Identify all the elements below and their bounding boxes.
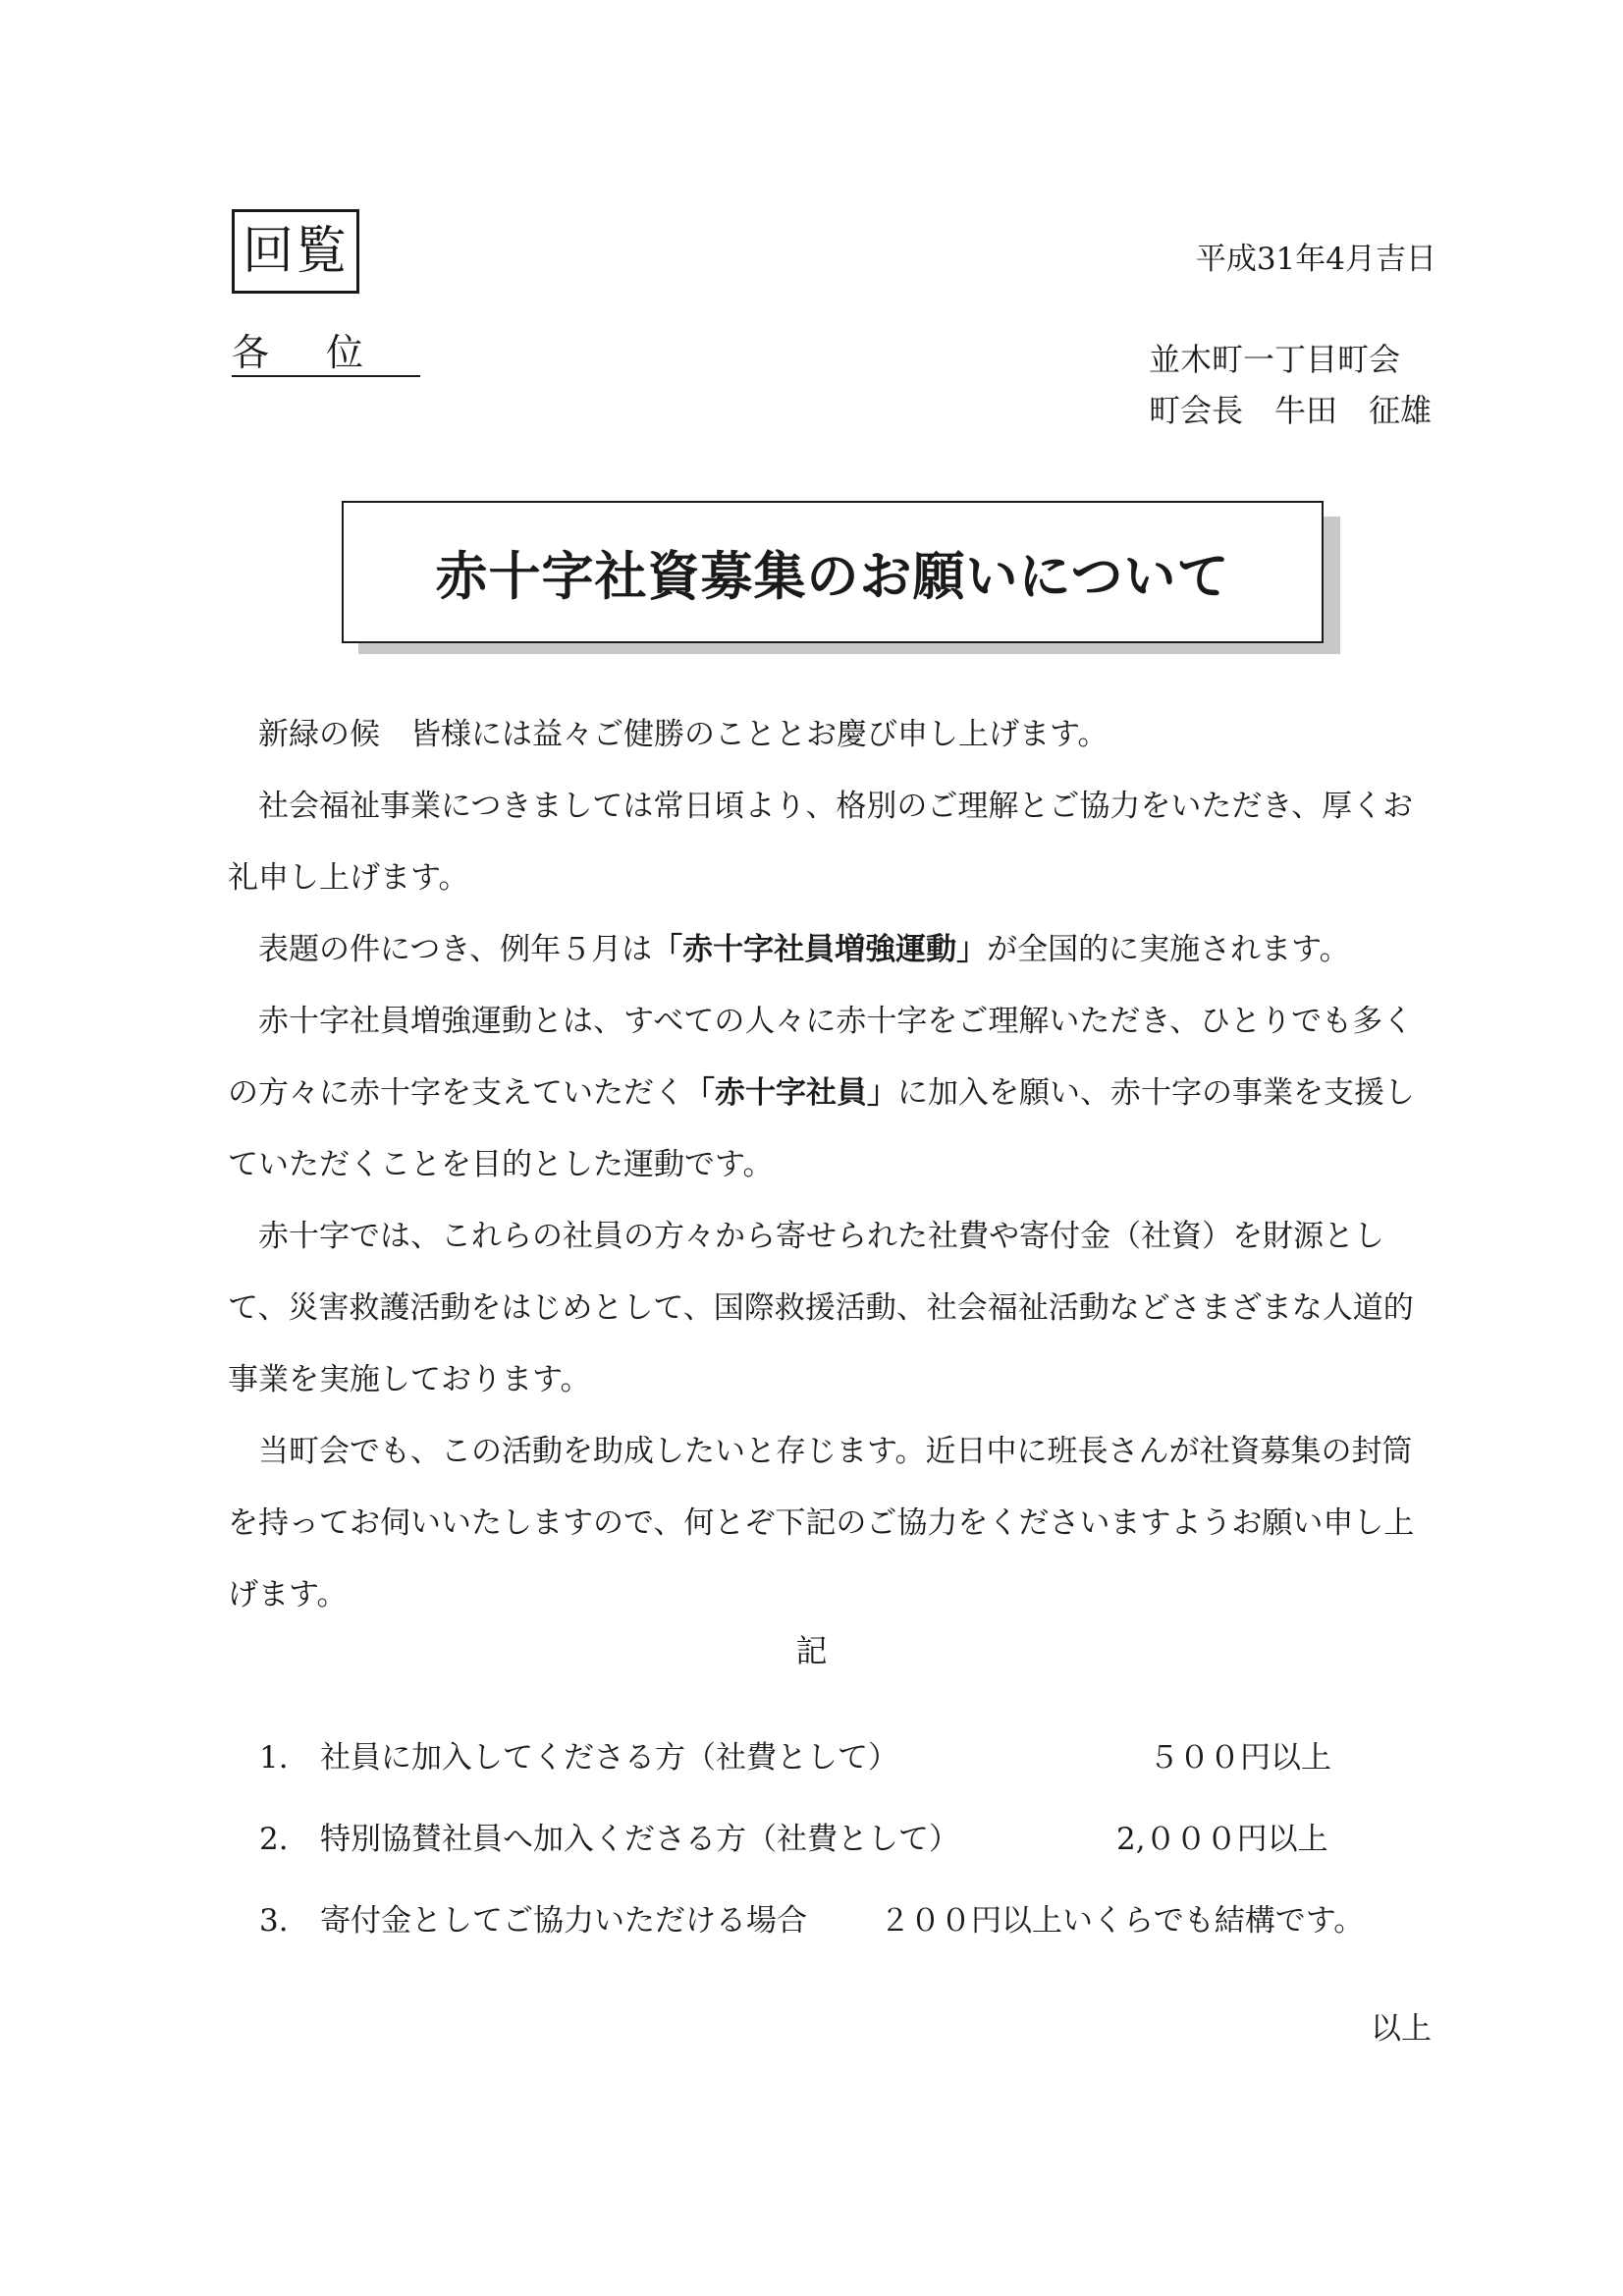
item-label: 寄付金としてご協力いただける場合 (320, 1903, 807, 1939)
page-title: 赤十字社資募集のお願いについて (435, 546, 1230, 607)
paragraph-campaign-purpose (228, 986, 1437, 1201)
item-amount: ５００円以上 (1149, 1740, 1331, 1776)
addressee: 各位 (232, 330, 420, 377)
list-item (259, 1810, 1437, 1891)
title-box (342, 501, 1324, 643)
paragraph-purpose-post: に加入を願い、赤十字の事業を支援していただくことを目的とした運動です。 (228, 1075, 1415, 1182)
closing-mark: 以上 (1371, 2011, 1432, 2047)
body-text (228, 699, 1437, 1631)
item-number: 3. (259, 1903, 289, 1939)
ki-heading: 記 (795, 1632, 828, 1669)
item-amount: 2,０００円以上 (1116, 1822, 1328, 1857)
paragraph-request: 当町会でも、この活動を助成したいと存じます。近日中に班長さんが社資募集の封筒を持ってお伺いいたしますので、何とぞ下記のご協力をくださいますようお願い申し上げます。 (228, 1434, 1415, 1613)
sender-block (1149, 334, 1432, 436)
member-term: 「赤十字社員」 (684, 1075, 897, 1111)
paragraph-campaign-pre: 表題の件につき、例年５月は (258, 932, 653, 967)
item-label: 社員に加入してくださる方（社費として） (320, 1740, 898, 1776)
paragraph-campaign (228, 914, 1437, 986)
contribution-list (259, 1728, 1437, 1973)
list-item (259, 1728, 1437, 1810)
paragraph-activities: 赤十字では、これらの社員の方々から寄せられた社費や寄付金（社資）を財源として、災害救護活動をはじめとして、国際救援活動、社会福祉活動などさまざまな人道的事業を実施しております。 (228, 1219, 1414, 1397)
paragraph-purpose-pre: 赤十字社員増強運動とは、すべての人々に赤十字をご理解いただき、ひとりでも多くの方々に赤十字を支えていただく (228, 1004, 1414, 1111)
item-amount: ２００円以上いくらでも結構です。 (880, 1903, 1365, 1939)
item-number: 1. (259, 1740, 289, 1776)
campaign-name: 「赤十字社員増強運動」 (652, 932, 988, 967)
paragraph-thanks: 社会福祉事業につきましては常日頃より、格別のご理解とご協力をいただき、厚くお礼申し上げます。 (228, 789, 1414, 896)
document-date: 平成31年4月吉日 (1195, 242, 1436, 277)
sender-name: 町会長 牛田 征雄 (1148, 392, 1432, 429)
list-item (259, 1891, 1437, 1973)
item-label: 特別協賛社員へ加入くださる方（社費として） (320, 1822, 959, 1857)
paragraph-greeting: 新緑の候 皆様には益々ご健勝のこととお慶び申し上げます。 (258, 717, 1109, 752)
kairan-stamp: 回覧 (232, 209, 359, 294)
sender-org: 並木町一丁目町会 (1148, 341, 1400, 378)
paragraph-campaign-post: が全国的に実施されます。 (987, 932, 1350, 967)
item-number: 2. (259, 1822, 289, 1857)
